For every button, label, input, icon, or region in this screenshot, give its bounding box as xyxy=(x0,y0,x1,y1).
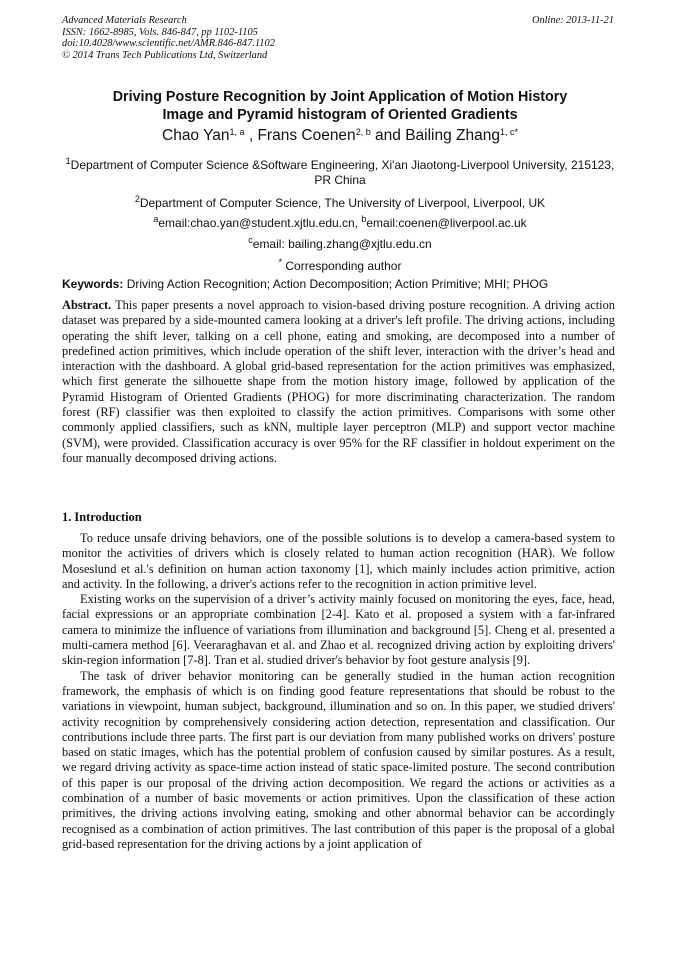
email-line-1 xyxy=(60,212,620,231)
title-line-2: Image and Pyramid histogram of Oriented Gradients xyxy=(162,107,518,123)
copyright-line: © 2014 Trans Tech Publications Ltd, Switzerland xyxy=(62,49,268,61)
corresponding-text: Corresponding author xyxy=(282,259,402,273)
doi-line[interactable]: doi:10.4028/www.scientific.net/AMR.846-847.1102 xyxy=(62,38,275,50)
author-name: Chao Yan xyxy=(162,127,230,144)
email-superscript: c xyxy=(248,235,253,245)
section-heading: 1. Introduction xyxy=(62,510,142,524)
affiliation-text: Department of Computer Science &Software Engineering, Xi'an Jiaotong-Liverpool University, 215123, PR China xyxy=(70,158,615,187)
keywords xyxy=(62,277,618,291)
author-list xyxy=(40,127,640,145)
affiliation-superscript: 1 xyxy=(65,156,71,166)
email-line-2 xyxy=(60,233,620,252)
keywords-label: Keywords: xyxy=(62,277,124,291)
affiliation-superscript: 2 xyxy=(134,194,140,204)
keywords-text: Driving Action Recognition; Action Decomposition; Action Primitive; MHI; PHOG xyxy=(123,277,549,291)
introduction-body xyxy=(62,531,615,852)
email-superscript: a xyxy=(153,214,159,224)
author-superscript: 2, b xyxy=(355,127,371,137)
journal-header xyxy=(62,15,275,61)
journal-name: Advanced Materials Research xyxy=(62,15,187,26)
affiliation-1 xyxy=(60,154,620,188)
issn-line: ISSN: 1662-8985, Vols. 846-847, pp 1102-1105 xyxy=(62,26,258,38)
email-superscript: b xyxy=(361,214,367,224)
author-superscript: 1, c* xyxy=(499,127,518,137)
email-address[interactable]: email:coenen@liverpool.ac.uk xyxy=(366,216,527,230)
abstract xyxy=(62,298,615,466)
corresponding-author-note xyxy=(60,255,620,274)
author-name: Bailing Zhang xyxy=(405,127,500,144)
title-line-1: Driving Posture Recognition by Joint Application of Motion History xyxy=(112,89,568,105)
abstract-text: This paper presents a novel approach to vision-based driving posture recognition. A driving action dataset was prepared by a side-mounted camera looking at a driver's left profile. The driving actions, including operating the shift lever, talking on a cell phone, eating and smoking, are decomposed into a number of predefined action primitives, which include operation of the shift lever, interaction with the driver’s head and interaction with the dashboard. A global grid-based representation for the action primitives was emphasized, which first generate the silhouette shape from the motion history image, followed by application of the Pyramid Histogram of Oriented Gradients (PHOG) for more discriminating characterization. The random forest (RF) classifier was then exploited to classify the action primitives. Comparisons with some other commonly applied classifiers, such as kNN, multiple layer perceptron (MLP) and support vector machine (SVM), were provided. Classification accuracy is over 95% for the RF classifier in holdout experiment on the four manually decomposed driving actions. xyxy=(62,298,615,465)
author-superscript: 1, a xyxy=(229,127,245,137)
author-name: Frans Coenen xyxy=(257,127,356,144)
paragraph: To reduce unsafe driving behaviors, one of the possible solutions is to develop a camera-based system to monitor the activities of drivers which is closely related to human action recognition (HAR). We follow Moseslund et al.'s definition on human action taxonomy [1], which mainly includes action primitive, action and activity. In the following, a driver's actions refer to the recognition in action primitive level. xyxy=(62,531,615,591)
corresponding-marker: * xyxy=(278,257,283,267)
paper-title xyxy=(70,88,610,124)
email-address[interactable]: email: bailing.zhang@xjtlu.edu.cn xyxy=(252,237,432,251)
paragraph: The task of driver behavior monitoring can be generally studied in the human action recognition framework, the emphasis of which is on finding good feature representations that should be robust to the variations in viewpoint, human subject, background, illumination and so on. In this paper, we studied drivers' activity recognition by comprehensively considering action detection, representation and classification. Our contributions include three parts. The first part is our deviation from many published works on drivers' posture based on static images, which has the potential problem of confusion caused by similar postures. As a result, we regard driving activity as space-time action instead of static space-limited posture. The second contribution of this paper is our proposal of the driving action decomposition. We regard the actions or activities as a combination of a number of basic movements or action primitives. Upon the classification of these action primitives, the driving actions involving eating, smoking and other abnormal behavior can be accordingly recognised as a combination of action primitives. The last contribution of this paper is the proposal of a global grid-based representation for the driving actions by a joint application of xyxy=(62,668,615,851)
affiliation-2 xyxy=(60,192,620,211)
email-address[interactable]: email:chao.yan@student.xjtlu.edu.cn, xyxy=(158,216,362,230)
author-separator: and xyxy=(370,127,406,144)
author-separator: , xyxy=(244,127,258,144)
paragraph: Existing works on the supervision of a driver’s activity mainly focused on monitoring the eyes, face, head, facial expressions or an appropriate combination [2-4]. Kato et al. proposed a system with a far-infrared camera to minimize the influence of variations from illumination and background [5]. Cheng et al. presented a multi-camera method [6]. Veeraraghavan et al. and Zhao et al. recognized driving action by exploiting drivers' skin-region information [7-8]. Tran et al. studied driver's behavior by foot gesture analysis [9]. xyxy=(62,592,615,668)
affiliation-text: Department of Computer Science, The University of Liverpool, Liverpool, UK xyxy=(139,196,546,210)
online-date: Online: 2013-11-21 xyxy=(531,15,614,26)
abstract-label: Abstract. xyxy=(62,298,112,312)
